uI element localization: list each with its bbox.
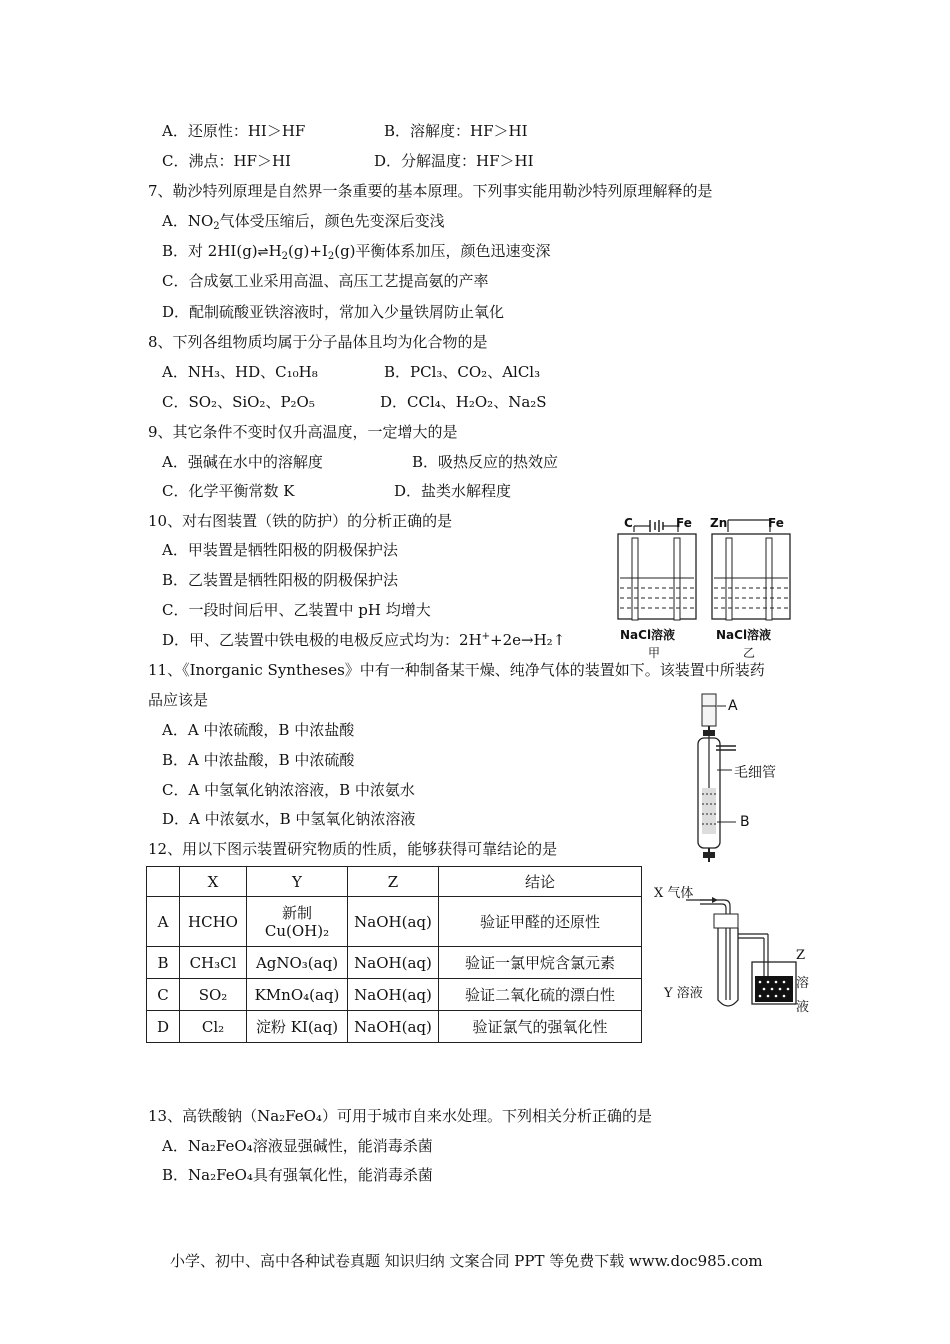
table-cell: D	[147, 1011, 180, 1043]
iron-electrode-label-1: Fe	[676, 516, 692, 530]
table-cell: HCHO	[180, 897, 247, 947]
table-cell: 验证一氯甲烷含氯元素	[439, 947, 642, 979]
q7-stem: 7、勒沙特列原理是自然界一条重要的基本原理。下列事实能用勒沙特列原理解释的是	[148, 182, 713, 200]
reagent-a-label: A	[728, 698, 738, 714]
q11-option-d: D．A 中浓氨水，B 中氢氧化钠浓溶液	[162, 810, 416, 828]
table-cell: 验证氯气的强氧化性	[439, 1011, 642, 1043]
q8-option-b: B．PCl₃、CO₂、AlCl₃	[384, 363, 541, 381]
table-cell: Cl₂	[180, 1011, 247, 1043]
q8-option-c: C．SO₂、SiO₂、P₂O₅	[162, 393, 315, 411]
table-cell: AgNO₃(aq)	[247, 947, 348, 979]
q7-option-c: C．合成氨工业采用高温、高压工艺提高氨的产率	[162, 272, 489, 290]
cell-yi-label: 乙	[743, 646, 756, 660]
q10-option-b: B．乙装置是牺牲阳极的阴极保护法	[162, 571, 399, 589]
q9-option-a: A．强碱在水中的溶解度	[162, 453, 323, 471]
table-cell: CH₃Cl	[180, 947, 247, 979]
q13-option-a: A．Na₂FeO₄溶液显强碱性，能消毒杀菌	[162, 1137, 433, 1155]
q13-stem: 13、高铁酸钠（Na₂FeO₄）可用于城市自来水处理。下列相关分析正确的是	[148, 1107, 652, 1125]
q9-option-c: C．化学平衡常数 K	[162, 482, 295, 500]
capillary-label: 毛细管	[734, 765, 776, 781]
q9-stem: 9、其它条件不变时仅升高温度，一定增大的是	[148, 423, 458, 441]
q6-option-b: B．溶解度：HF＞HI	[384, 122, 528, 140]
solution-z-label: Z	[796, 948, 806, 963]
q7-option-d: D．配制硫酸亚铁溶液时，常加入少量铁屑防止氧化	[162, 303, 505, 321]
q10-stem: 10、对右图装置（铁的防护）的分析正确的是	[148, 512, 453, 530]
q10-option-a: A．甲装置是牺牲阳极的阴极保护法	[162, 541, 398, 559]
q12-figure	[652, 878, 822, 1028]
page-footer: 小学、初中、高中各种试卷真题 知识归纳 文案合同 PPT 等免费下载 www.doc985.com	[170, 1252, 763, 1270]
q9-option-d: D．盐类水解程度	[394, 482, 512, 500]
table-header-cell	[147, 867, 180, 897]
table-cell: 验证甲醛的还原性	[439, 897, 642, 947]
table-cell: 验证二氧化硫的漂白性	[439, 979, 642, 1011]
q8-option-a: A．NH₃、HD、C₁₀H₈	[162, 363, 318, 381]
q11-option-b: B．A 中浓盐酸，B 中浓硫酸	[162, 751, 355, 769]
q11-stem-line-1: 11、《Inorganic Syntheses》中有一种制备某干燥、纯净气体的装置如下。该装置中所装药	[148, 661, 765, 679]
q11-stem-line-2: 品应该是	[148, 691, 209, 709]
q11-figure	[680, 692, 820, 867]
table-cell: NaOH(aq)	[348, 897, 439, 947]
table-cell: 淀粉 KI(aq)	[247, 1011, 348, 1043]
q10-option-d: D．甲、乙装置中铁电极的电极反应式均为：2H++2e→H₂↑	[162, 631, 566, 649]
q7-option-b: B．对 $2HI(g)\rightleftharpoons H_2(g)+I_2(g)$平衡体系加压，颜色迅速变深	[162, 242, 551, 262]
gas-x-label: X 气体	[654, 886, 694, 901]
table-row	[147, 979, 642, 1011]
q6-option-c: C．沸点：HF＞HI	[162, 152, 291, 170]
equilibrium-arrow-icon: ⇌	[257, 245, 269, 260]
table-cell: NaOH(aq)	[348, 1011, 439, 1043]
table-header-cell: X	[180, 867, 247, 897]
q6-option-d: D．分解温度：HF＞HI	[374, 152, 534, 170]
q6-option-a: A．还原性：HI＞HF	[162, 122, 306, 140]
q11-option-c: C．A 中氢氧化钠浓溶液，B 中浓氨水	[162, 781, 415, 799]
table-cell: NaOH(aq)	[348, 979, 439, 1011]
table-header-row	[147, 867, 642, 897]
q13-option-b: B．Na₂FeO₄具有强氧化性，能消毒杀菌	[162, 1166, 433, 1184]
table-row	[147, 897, 642, 947]
q8-option-d: D．CCl₄、H₂O₂、Na₂S	[380, 393, 547, 411]
nacl-solution-label-1: NaCl溶液	[620, 628, 676, 642]
q11-option-a: A．A 中浓硫酸，B 中浓盐酸	[162, 721, 355, 739]
solution-z-label-2: 溶	[796, 976, 810, 991]
table-header-cell: Z	[348, 867, 439, 897]
q8-stem: 8、下列各组物质均属于分子晶体且均为化合物的是	[148, 333, 488, 351]
q7-option-a: A．$NO_2$气体受压缩后，颜色先变深后变浅	[162, 212, 445, 232]
table-cell: A	[147, 897, 180, 947]
q12-stem: 12、用以下图示装置研究物质的性质，能够获得可靠结论的是	[148, 840, 558, 858]
table-row	[147, 1011, 642, 1043]
table-row	[147, 947, 642, 979]
table-header-cell: 结论	[439, 867, 642, 897]
table-cell: B	[147, 947, 180, 979]
table-header-cell: Y	[247, 867, 348, 897]
q10-figure	[610, 512, 810, 662]
reagent-b-label: B	[740, 814, 750, 830]
q10-option-c: C．一段时间后甲、乙装置中 pH 均增大	[162, 601, 431, 619]
table-cell: KMnO₄(aq)	[247, 979, 348, 1011]
table-cell: SO₂	[180, 979, 247, 1011]
table-cell: C	[147, 979, 180, 1011]
solution-z-label-3: 液	[796, 1000, 810, 1015]
carbon-electrode-label: C	[624, 516, 633, 530]
zinc-electrode-label: Zn	[710, 516, 728, 530]
cell-jia-label: 甲	[648, 646, 661, 660]
table-cell: NaOH(aq)	[348, 947, 439, 979]
nacl-solution-label-2: NaCl溶液	[716, 628, 772, 642]
q9-option-b: B．吸热反应的热效应	[412, 453, 559, 471]
iron-electrode-label-2: Fe	[768, 516, 784, 530]
q12-table	[146, 866, 642, 1043]
table-cell: 新制 Cu(OH)₂	[247, 897, 348, 947]
solution-y-label: Y 溶液	[664, 986, 703, 1001]
